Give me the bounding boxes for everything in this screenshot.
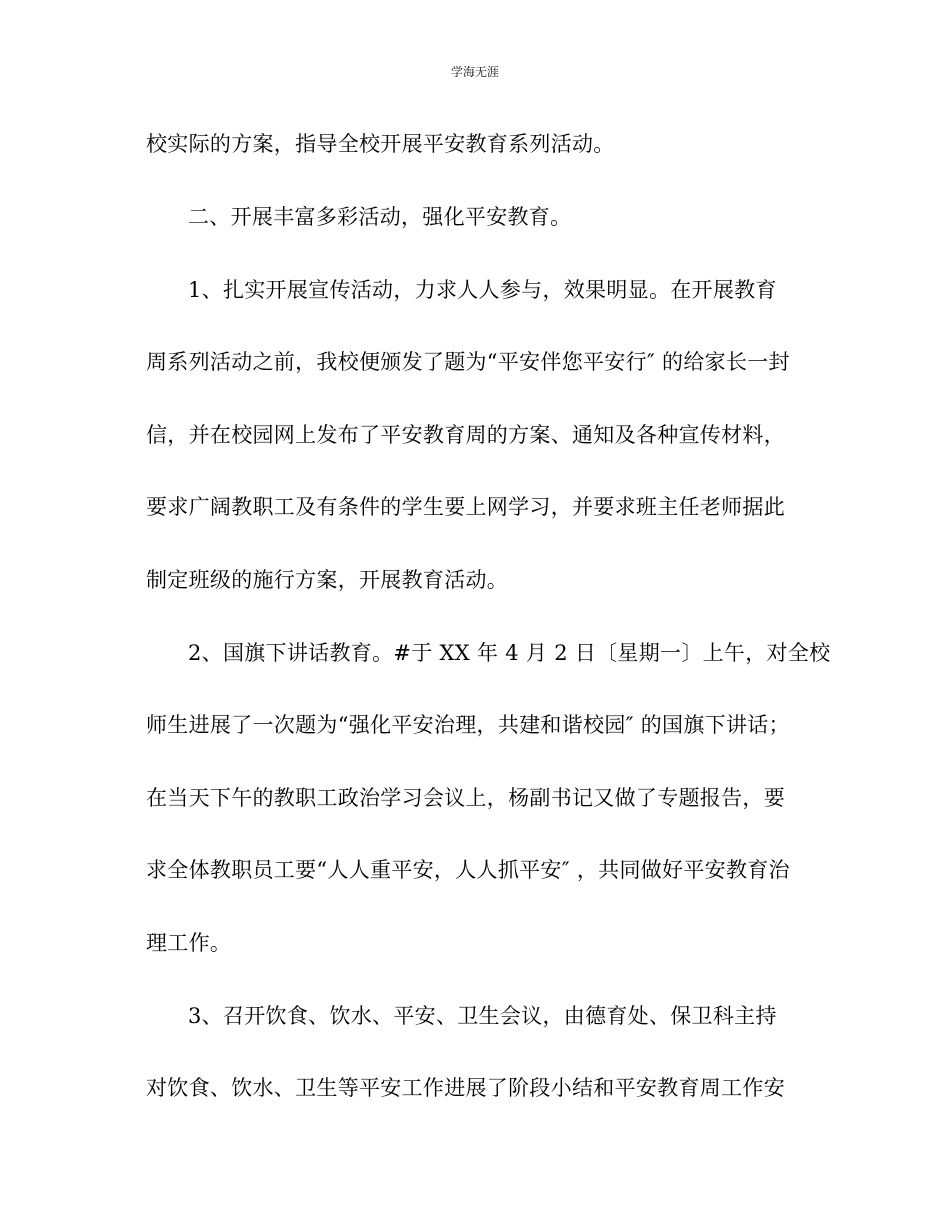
paragraph-line: 在当天下午的教职工政治学习会议上，杨副书记又做了专题报告，要: [146, 786, 785, 810]
paragraph-line: 周系列活动之前，我校便颁发了题为“平安伴您平安行″ 的给家长一封: [146, 350, 790, 374]
paragraph-line: 信，并在校园网上发布了平安教育周的方案、通知及各种宣传材料，: [146, 423, 785, 447]
paragraph-line: 1、扎实开展宣传活动，力求人人参与，效果明显。在开展教育: [188, 278, 777, 302]
paragraph-line: 对饮食、饮水、卫生等平安工作进展了阶段小结和平安教育周工作安: [146, 1076, 785, 1100]
section-heading: 二、开展丰富多彩活动，强化平安教育。: [188, 205, 572, 229]
paragraph-line: 理工作。: [146, 931, 232, 955]
page-header: 学海无涯: [450, 65, 499, 79]
paragraph-line: 2、国旗下讲话教育。#于 XX 年 4 月 2 日〔星期一〕上午，对全校: [188, 641, 831, 665]
paragraph-line: 求全体教职员工要“人人重平安，人人抓平安″ ，共同做好平安教育治: [146, 858, 790, 882]
paragraph-line: 要求广阔教职工及有条件的学生要上网学习，并要求班主任老师据此: [146, 495, 785, 519]
paragraph-line: 制定班级的施行方案，开展教育活动。: [146, 568, 509, 592]
paragraph-line: 3、召开饮食、饮水、平安、卫生会议，由德育处、保卫科主持: [188, 1004, 777, 1028]
paragraph-line: 师生进展了一次题为“强化平安治理，共建和谐校园″ 的国旗下讲话；: [146, 713, 790, 737]
paragraph-line: 校实际的方案，指导全校开展平安教育系列活动。: [146, 132, 615, 156]
